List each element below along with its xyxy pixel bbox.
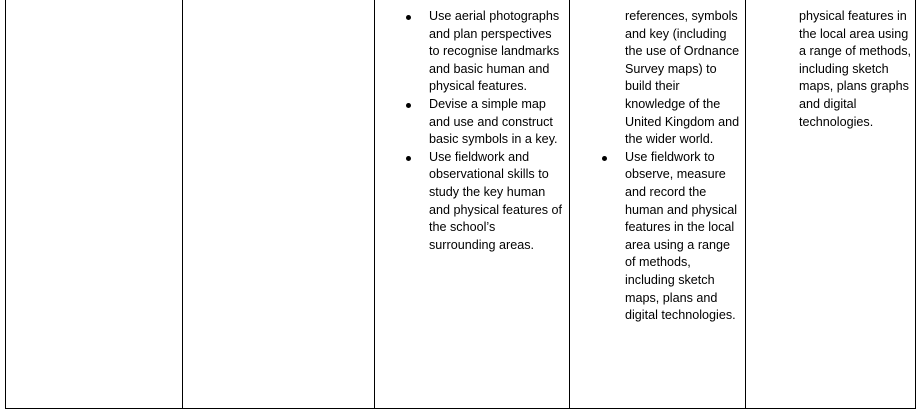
- bullet-icon: [406, 15, 411, 20]
- column-divider-3: [569, 0, 570, 409]
- cell-year-objectives: [404, 8, 564, 254]
- bullet-icon: [406, 156, 411, 161]
- bullet-icon: [406, 103, 411, 108]
- cell-continued-text: [799, 8, 911, 131]
- list-item: Devise a simple map and use and construct basic symbols in a key.: [404, 96, 564, 149]
- cell-continued-objectives: [600, 8, 740, 325]
- column-divider-2: [374, 0, 375, 409]
- list-item-continued: references, symbols and key (including the use of Ordnance Survey maps) to build their knowledge of the United Kingdom and the wider world.: [625, 9, 740, 147]
- objective-list: [600, 8, 740, 325]
- bullet-icon: [602, 156, 607, 161]
- list-item: Use aerial photographs and plan perspectives to recognise landmarks and basic human and physical features.: [404, 8, 564, 96]
- column-divider-4: [745, 0, 746, 409]
- list-item: Use fieldwork and observational skills to study the key human and physical features of the school’s surrounding areas.: [404, 149, 564, 255]
- empty-cell-2: [183, 0, 374, 408]
- continued-paragraph: physical features in the local area using a range of methods, including sketch maps, plans graphs and digital technologies.: [799, 9, 912, 129]
- list-item: Use fieldwork to observe, measure and record the human and physical features in the local area using a range of methods, including sketch maps, plans and digital technologies.: [600, 149, 740, 325]
- empty-cell-1: [6, 0, 182, 408]
- table-border-bottom: [5, 408, 916, 409]
- objective-list: [404, 8, 564, 254]
